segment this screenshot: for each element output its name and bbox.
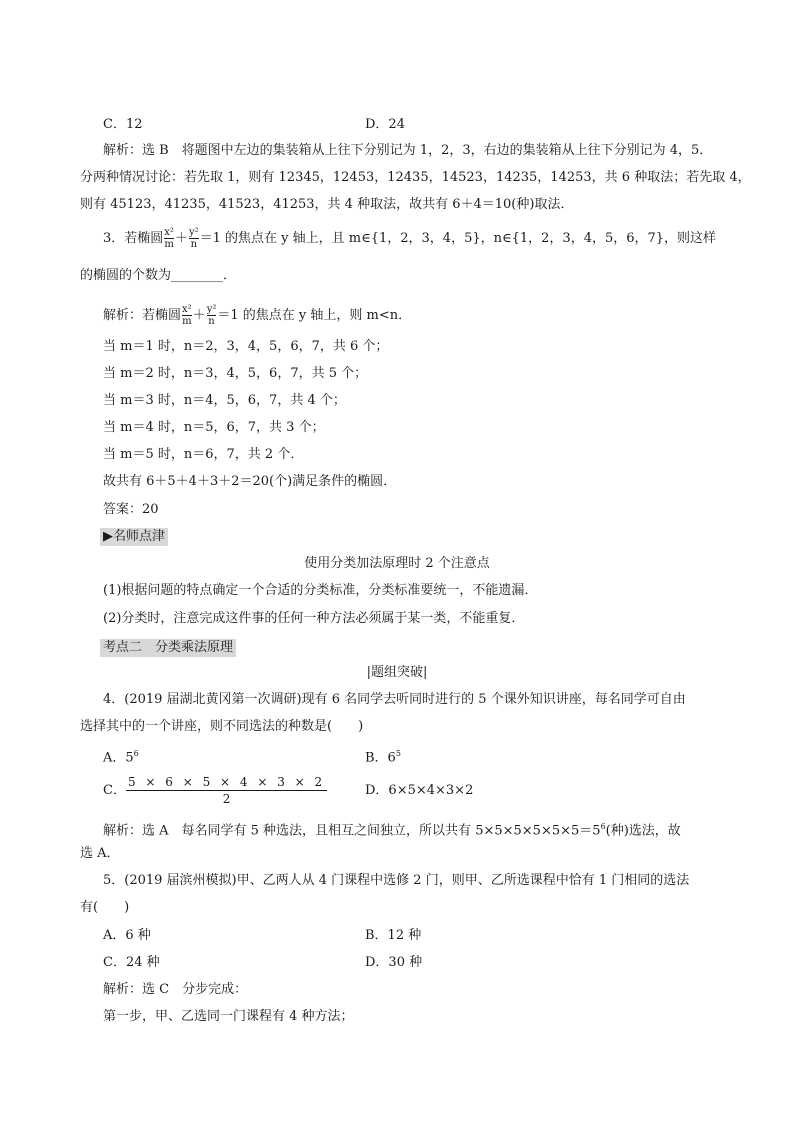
q3-solution-fraction-x-numerator: x² [182, 304, 192, 315]
q2-option-d: D．24 [365, 117, 405, 132]
q3-solution-line-1 [103, 303, 411, 329]
q5-option-a: A．6 种 [103, 928, 151, 943]
group-title: |题组突破| [366, 665, 428, 680]
q4-solution-line-1 [103, 819, 681, 839]
q5-solution-line-1: 解析：选 C 分步完成： [103, 982, 248, 997]
q4-question-line-2: 选择其中的一个讲座，则不同选法的种数是( ) [80, 719, 364, 734]
q4-option-d: D．6×5×4×3×2 [365, 783, 474, 798]
q4-option-b-base: B．6 [365, 750, 396, 766]
q3-suffix: ＝1 的焦点在 y 轴上，且 m∈{1，2，3，4，5}，n∈{1，2，3，4，5，6，7}，则这样 [199, 231, 717, 246]
q3-fraction-x-denominator: m [164, 239, 174, 250]
q4-option-c [103, 774, 327, 808]
q4-option-c-denominator: 2 [126, 790, 327, 807]
q3-fraction-x-numerator: x² [164, 227, 174, 238]
q3-solution-plus: ＋ [192, 308, 206, 323]
q3-solution-fraction-y [207, 304, 217, 327]
tips-item-1: (1)根据问题的特点确定一个合适的分类标准，分类标准要统一，不能遗漏． [103, 583, 538, 598]
q5-option-d: D．30 种 [365, 955, 423, 970]
q4-option-b [365, 746, 401, 766]
q4-option-c-prefix: C． [103, 783, 126, 798]
q4-question-line-1: 4．(2019 届湖北黄冈第一次调研)现有 6 名同学去听同时进行的 5 个课外知识讲座，每名同学可自由 [103, 692, 686, 707]
q3-solution-fraction-y-denominator: n [208, 316, 215, 327]
q3-solution-fraction-x [182, 304, 192, 327]
q4-option-a-exponent: 6 [133, 749, 139, 758]
q3-solution-prefix: 解析：若椭圆 [103, 308, 182, 323]
q3-solution-suffix: ＝1 的焦点在 y 轴上，则 m<n． [217, 308, 412, 323]
q5-question-line-2: 有( ) [80, 900, 130, 915]
q3-case-4: 当 m＝4 时，n＝5，6，7，共 3 个； [103, 420, 325, 435]
q5-option-b: B．12 种 [365, 928, 422, 943]
q3-solution-fraction-y-numerator: y² [206, 304, 217, 315]
section-label: 考点二 分类乘法原理 [100, 639, 236, 657]
tips-item-2: (2)分类时，注意完成这件事的任何一种方法必须属于某一类，不能重复． [103, 611, 525, 626]
q4-option-c-numerator: 5 × 6 × 5 × 4 × 3 × 2 [127, 775, 326, 789]
q2-solution-line-2: 分两种情况讨论：若先取 1，则有 12345，12453，12435，14523，14235，14253，共 6 种取法；若先取 4， [80, 170, 751, 185]
tips-title: 使用分类加法原理时 2 个注意点 [304, 556, 490, 571]
q3-fraction-x [164, 227, 174, 250]
q2-solution-line-3: 则有 45123，41235，41523，41253，共 4 种取法，故共有 6＋4＝10(种)取法． [80, 197, 574, 212]
q3-case-2: 当 m＝2 时，n＝3，4，5，6，7，共 5 个； [103, 366, 368, 381]
q3-fraction-y-denominator: n [190, 239, 198, 250]
tips-label: ▶名师点津 [100, 528, 168, 546]
q3-fraction-y-numerator: y² [188, 227, 199, 238]
q4-solution-text-pre: 解析：选 A 每名同学有 5 种选法，且相互之间独立，所以共有 5×5×5×5×5×5＝5 [103, 823, 601, 839]
q3-conclusion: 故共有 6＋5＋4＋3＋2＝20(个)满足条件的椭圆． [103, 474, 397, 489]
q3-prefix: 3．若椭圆 [103, 231, 164, 246]
q4-solution-line-2: 选 A． [80, 846, 120, 861]
q3-case-5: 当 m＝5 时，n＝6，7，共 2 个． [103, 447, 304, 462]
q3-question-line-2: 的椭圆的个数为________． [80, 268, 237, 283]
q5-option-c: C．24 种 [103, 955, 160, 970]
q5-solution-line-2: 第一步，甲、乙选同一门课程有 4 种方法； [103, 1009, 354, 1024]
q3-question-line-1 [103, 226, 716, 252]
q4-solution-exponent: 6 [600, 822, 606, 831]
q3-answer: 答案：20 [103, 502, 159, 517]
q3-case-1: 当 m＝1 时，n＝2，3，4，5，6，7，共 6 个； [103, 339, 389, 354]
q3-case-3: 当 m＝3 时，n＝4，5，6，7，共 4 个； [103, 393, 346, 408]
q4-option-c-fraction [126, 774, 327, 807]
q4-solution-text-post: (种)选法，故 [605, 823, 681, 839]
q3-plus: ＋ [174, 231, 188, 246]
q4-option-a [103, 746, 139, 766]
q4-option-a-base: A．5 [103, 750, 134, 766]
q3-solution-fraction-x-denominator: m [182, 316, 192, 327]
q5-question-line-1: 5．(2019 届滨州模拟)甲、乙两人从 4 门课程中选修 2 门，则甲、乙所选课程中恰有 1 门相同的选法 [103, 873, 690, 888]
q4-option-b-exponent: 5 [395, 749, 401, 758]
q3-fraction-y [189, 227, 199, 250]
q2-solution-line-1: 解析：选 B 将题图中左边的集装箱从上往下分别记为 1，2，3，右边的集装箱从上往下分别记为 4，5． [103, 143, 713, 158]
q2-option-c: C．12 [103, 117, 143, 132]
